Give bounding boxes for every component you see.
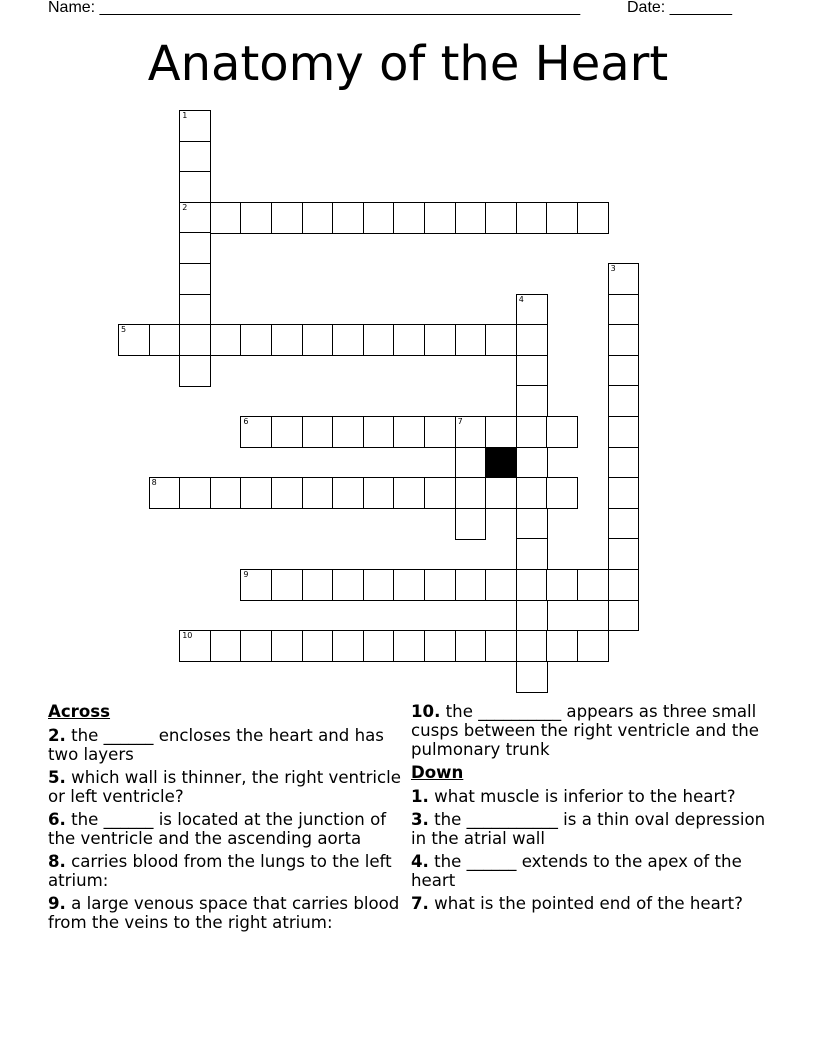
page-title: Anatomy of the Heart: [147, 36, 669, 92]
grid-cell[interactable]: [546, 202, 578, 234]
grid-cell[interactable]: [608, 294, 640, 326]
name-field[interactable]: Name: ______________________________________________________: [48, 0, 581, 16]
grid-cell[interactable]: [516, 416, 548, 448]
grid-cell[interactable]: [608, 416, 640, 448]
grid-cell[interactable]: [240, 324, 272, 356]
grid-cell[interactable]: [608, 447, 640, 479]
grid-cell[interactable]: [485, 477, 517, 509]
grid-cell[interactable]: [608, 477, 640, 509]
grid-cell[interactable]: [363, 569, 395, 601]
grid-cell[interactable]: [516, 355, 548, 387]
grid-cell[interactable]: [516, 447, 548, 479]
grid-cell[interactable]: [210, 630, 242, 662]
grid-cell[interactable]: [179, 232, 211, 264]
grid-cell[interactable]: [516, 324, 548, 356]
clue-text: a large venous space that carries blood from the veins to the right atrium:: [48, 894, 400, 932]
grid-cell[interactable]: [424, 416, 456, 448]
clue-number: 5.: [48, 768, 66, 787]
clue-text: the ______ encloses the heart and has two layers: [48, 726, 384, 764]
cell-number: 8: [151, 478, 157, 488]
clue-across-8: [48, 852, 410, 890]
grid-cell[interactable]: [516, 538, 548, 570]
clue-number: 10.: [411, 702, 441, 721]
grid-cell[interactable]: [485, 630, 517, 662]
clue-number: 9.: [48, 894, 66, 913]
clue-number: 1.: [411, 787, 429, 806]
grid-cell[interactable]: [240, 477, 272, 509]
grid-cell[interactable]: [516, 569, 548, 601]
grid-cell[interactable]: [485, 324, 517, 356]
cell-number: 5: [121, 325, 127, 335]
grid-cell[interactable]: [393, 202, 425, 234]
grid-cell[interactable]: [577, 202, 609, 234]
cell-number: 9: [243, 570, 249, 579]
grid-cell[interactable]: [608, 508, 640, 540]
grid-cell[interactable]: [393, 477, 425, 509]
grid-cell[interactable]: [179, 477, 211, 509]
clue-number: 8.: [48, 852, 66, 871]
grid-cell[interactable]: [179, 110, 211, 142]
grid-cell[interactable]: [516, 508, 548, 540]
grid-cell[interactable]: [455, 416, 487, 448]
grid-cell[interactable]: [302, 630, 334, 662]
grid-cell[interactable]: [332, 569, 364, 601]
grid-cell[interactable]: [332, 202, 364, 234]
clue-number: 3.: [411, 810, 429, 829]
grid-cell[interactable]: [455, 447, 487, 479]
grid-cell[interactable]: [516, 630, 548, 662]
clue-across-2: [48, 726, 410, 764]
cell-number: 7: [457, 417, 463, 426]
grid-cell[interactable]: [516, 661, 548, 693]
clue-text: carries blood from the lungs to the left atrium:: [48, 852, 392, 890]
clue-text: the ______ extends to the apex of the heart: [411, 852, 742, 890]
grid-cell[interactable]: [240, 569, 272, 601]
grid-cell[interactable]: [393, 569, 425, 601]
grid-cell[interactable]: [210, 477, 242, 509]
grid-cell[interactable]: [240, 202, 272, 234]
grid-cell[interactable]: [608, 324, 640, 356]
grid-cell[interactable]: [455, 477, 487, 509]
grid-cell[interactable]: [455, 630, 487, 662]
grid-cell[interactable]: [363, 416, 395, 448]
grid-cell[interactable]: [424, 569, 456, 601]
grid-cell[interactable]: [455, 508, 487, 540]
grid-cell[interactable]: [179, 141, 211, 173]
grid-cell[interactable]: [271, 324, 303, 356]
grid-cell[interactable]: [516, 477, 548, 509]
grid-cell[interactable]: [271, 416, 303, 448]
clue-number: 4.: [411, 852, 429, 871]
cell-number: 6: [243, 417, 249, 426]
grid-cell[interactable]: [516, 294, 548, 326]
grid-cell[interactable]: [424, 202, 456, 234]
clue-across-5: [48, 768, 410, 806]
grid-cell[interactable]: [546, 416, 578, 448]
grid-cell[interactable]: [210, 324, 242, 356]
grid-cell[interactable]: [149, 477, 181, 509]
grid-cell[interactable]: [393, 630, 425, 662]
grid-cell[interactable]: [608, 569, 640, 601]
grid-cell[interactable]: [363, 477, 395, 509]
clue-number: 6.: [48, 810, 66, 829]
grid-cell[interactable]: [179, 294, 211, 326]
clue-text: what muscle is inferior to the heart?: [428, 787, 736, 806]
grid-cell[interactable]: [302, 416, 334, 448]
grid-cell[interactable]: [485, 202, 517, 234]
grid-cell[interactable]: [302, 477, 334, 509]
clue-down-4: [411, 852, 773, 890]
grid-cell[interactable]: [118, 324, 150, 356]
grid-cell[interactable]: [179, 630, 211, 662]
grid-cell[interactable]: [424, 477, 456, 509]
grid-cell[interactable]: [516, 385, 548, 417]
grid-cell[interactable]: [179, 202, 211, 234]
grid-cell[interactable]: [608, 600, 640, 632]
clue-text: the ______ is located at the junction of the ventricle and the ascending aorta: [48, 810, 387, 848]
grid-cell[interactable]: [363, 202, 395, 234]
grid-cell[interactable]: [546, 477, 578, 509]
grid-cell[interactable]: [608, 385, 640, 417]
grid-cell[interactable]: [424, 630, 456, 662]
grid-cell[interactable]: [516, 600, 548, 632]
clue-across-10: [411, 702, 773, 759]
grid-cell[interactable]: [577, 569, 609, 601]
grid-cell[interactable]: [179, 171, 211, 203]
grid-cell[interactable]: [546, 630, 578, 662]
grid-cell[interactable]: [608, 263, 640, 295]
grid-cell[interactable]: [393, 324, 425, 356]
grid-cell[interactable]: [608, 355, 640, 387]
clue-text: the ___________ is a thin oval depression in the atrial wall: [411, 810, 766, 848]
grid-cell[interactable]: [271, 202, 303, 234]
clue-across-6: [48, 810, 410, 848]
grid-cell[interactable]: [424, 324, 456, 356]
grid-cell[interactable]: [485, 569, 517, 601]
grid-cell[interactable]: [302, 324, 334, 356]
grid-cell[interactable]: [179, 263, 211, 295]
grid-cell[interactable]: [332, 630, 364, 662]
grid-cell[interactable]: [455, 569, 487, 601]
grid-cell[interactable]: [302, 569, 334, 601]
clue-down-3: [411, 810, 773, 848]
cell-number: 1: [182, 111, 188, 120]
date-field[interactable]: Date: _______: [627, 0, 732, 16]
grid-cell[interactable]: [577, 630, 609, 662]
grid-cell[interactable]: [179, 324, 211, 356]
grid-cell[interactable]: [332, 477, 364, 509]
clues-right-column: [411, 702, 773, 917]
grid-cell[interactable]: [271, 569, 303, 601]
cell-number: 4: [518, 294, 524, 304]
across-heading: Across: [48, 702, 111, 721]
grid-cell[interactable]: [271, 630, 303, 662]
grid-cell[interactable]: [516, 202, 548, 234]
grid-cell[interactable]: [363, 324, 395, 356]
clue-number: 2.: [48, 726, 66, 745]
grid-cell[interactable]: [240, 416, 272, 448]
clue-down-7: [411, 894, 773, 913]
grid-cell[interactable]: [149, 324, 181, 356]
grid-cell[interactable]: [393, 416, 425, 448]
grid-cell[interactable]: [485, 416, 517, 448]
cell-number: 10: [182, 631, 193, 641]
shaded-cell: [485, 447, 517, 479]
clue-across-9: [48, 894, 410, 932]
clue-text: which wall is thinner, the right ventricle or left ventricle?: [48, 768, 401, 806]
grid-cell[interactable]: [546, 569, 578, 601]
grid-cell[interactable]: [210, 202, 242, 234]
cell-number: 3: [610, 264, 616, 273]
clue-text: the __________ appears as three small cusps between the right ventricle and the pulmonary trunk: [411, 702, 759, 759]
grid-cell[interactable]: [455, 324, 487, 356]
grid-cell[interactable]: [240, 630, 272, 662]
clues-left-column: [48, 702, 410, 936]
grid-cell[interactable]: [363, 630, 395, 662]
grid-cell[interactable]: [302, 202, 334, 234]
grid-cell[interactable]: [271, 477, 303, 509]
grid-cell[interactable]: [608, 538, 640, 570]
down-heading: Down: [411, 763, 464, 782]
grid-cell[interactable]: [179, 355, 211, 387]
cell-number: 2: [182, 202, 188, 212]
grid-cell[interactable]: [455, 202, 487, 234]
clue-number: 7.: [411, 894, 429, 913]
grid-cell[interactable]: [332, 324, 364, 356]
clue-text: what is the pointed end of the heart?: [428, 894, 743, 913]
clue-down-1: [411, 787, 773, 806]
grid-cell[interactable]: [332, 416, 364, 448]
